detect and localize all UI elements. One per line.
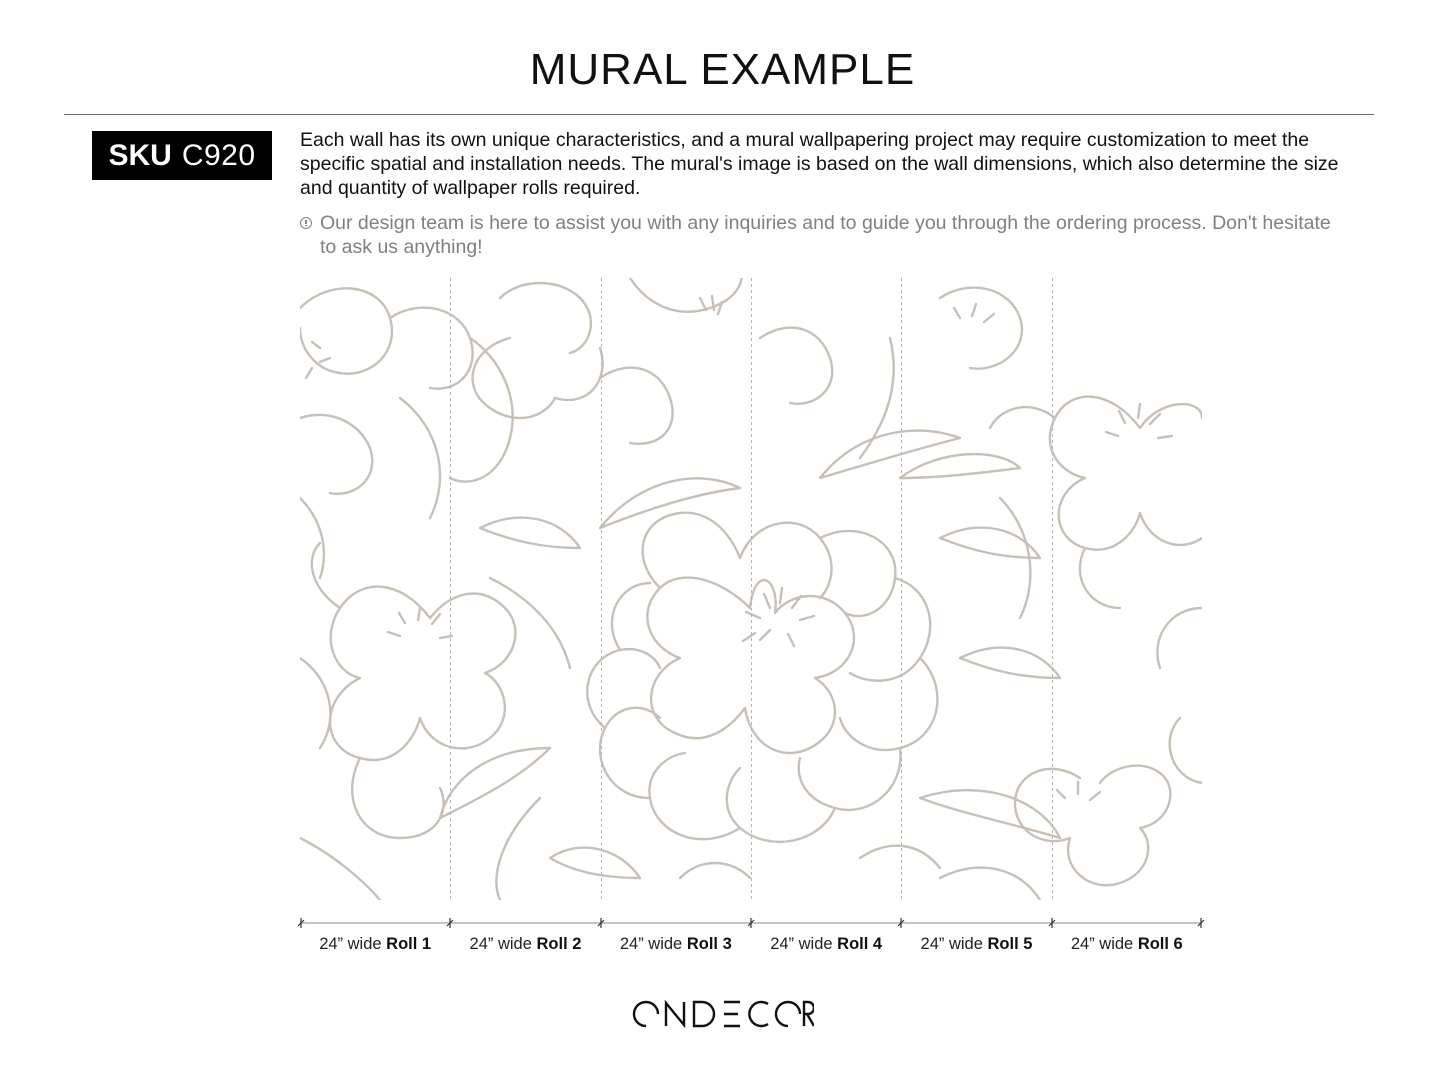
roll-width: 24” wide xyxy=(920,935,983,953)
roll-width: 24” wide xyxy=(319,935,382,953)
sku-badge xyxy=(92,131,272,180)
mural-preview xyxy=(300,278,1202,900)
title-divider xyxy=(64,114,1374,115)
roll-number: Roll 4 xyxy=(837,935,883,953)
roll-number: Roll 2 xyxy=(536,935,582,953)
roll-label xyxy=(1052,935,1202,957)
roll-label xyxy=(751,935,901,957)
info-icon xyxy=(300,217,312,229)
roll-width: 24” wide xyxy=(1070,935,1134,953)
sku-label: SKU xyxy=(108,138,172,172)
roll-number: Roll 5 xyxy=(987,935,1033,953)
brand-logo xyxy=(0,998,1445,1033)
roll-number: Roll 3 xyxy=(686,935,732,953)
assistance-note xyxy=(300,211,1350,259)
roll-width: 24” wide xyxy=(770,935,833,953)
roll-label xyxy=(300,935,450,957)
roll-width: 24” wide xyxy=(619,935,683,953)
roll-number: Roll 1 xyxy=(386,935,432,953)
roll-label xyxy=(901,935,1051,957)
page-title: MURAL EXAMPLE xyxy=(529,45,916,94)
peony-line-art-illustration xyxy=(300,278,1202,900)
roll-label xyxy=(601,935,751,957)
sku-code: C920 xyxy=(181,138,256,172)
roll-labels xyxy=(300,935,1202,957)
ondecor-wordmark xyxy=(632,998,814,1028)
description-text: Each wall has its own unique characteristics, and a mural wallpapering project may require customization to meet the specific spatial and installation needs. The mural's image is based on the wall dimensions, which also determine the size and quantity of wallpaper rolls required. xyxy=(300,129,1339,199)
roll-dimension-bar xyxy=(300,916,1202,932)
assistance-note-text: Our design team is here to assist you with any inquiries and to guide you through the ordering process. Don't hesitate to ask us anything! xyxy=(320,212,1331,258)
roll-label xyxy=(450,935,600,957)
roll-number: Roll 6 xyxy=(1137,935,1183,953)
roll-width: 24” wide xyxy=(469,935,532,953)
